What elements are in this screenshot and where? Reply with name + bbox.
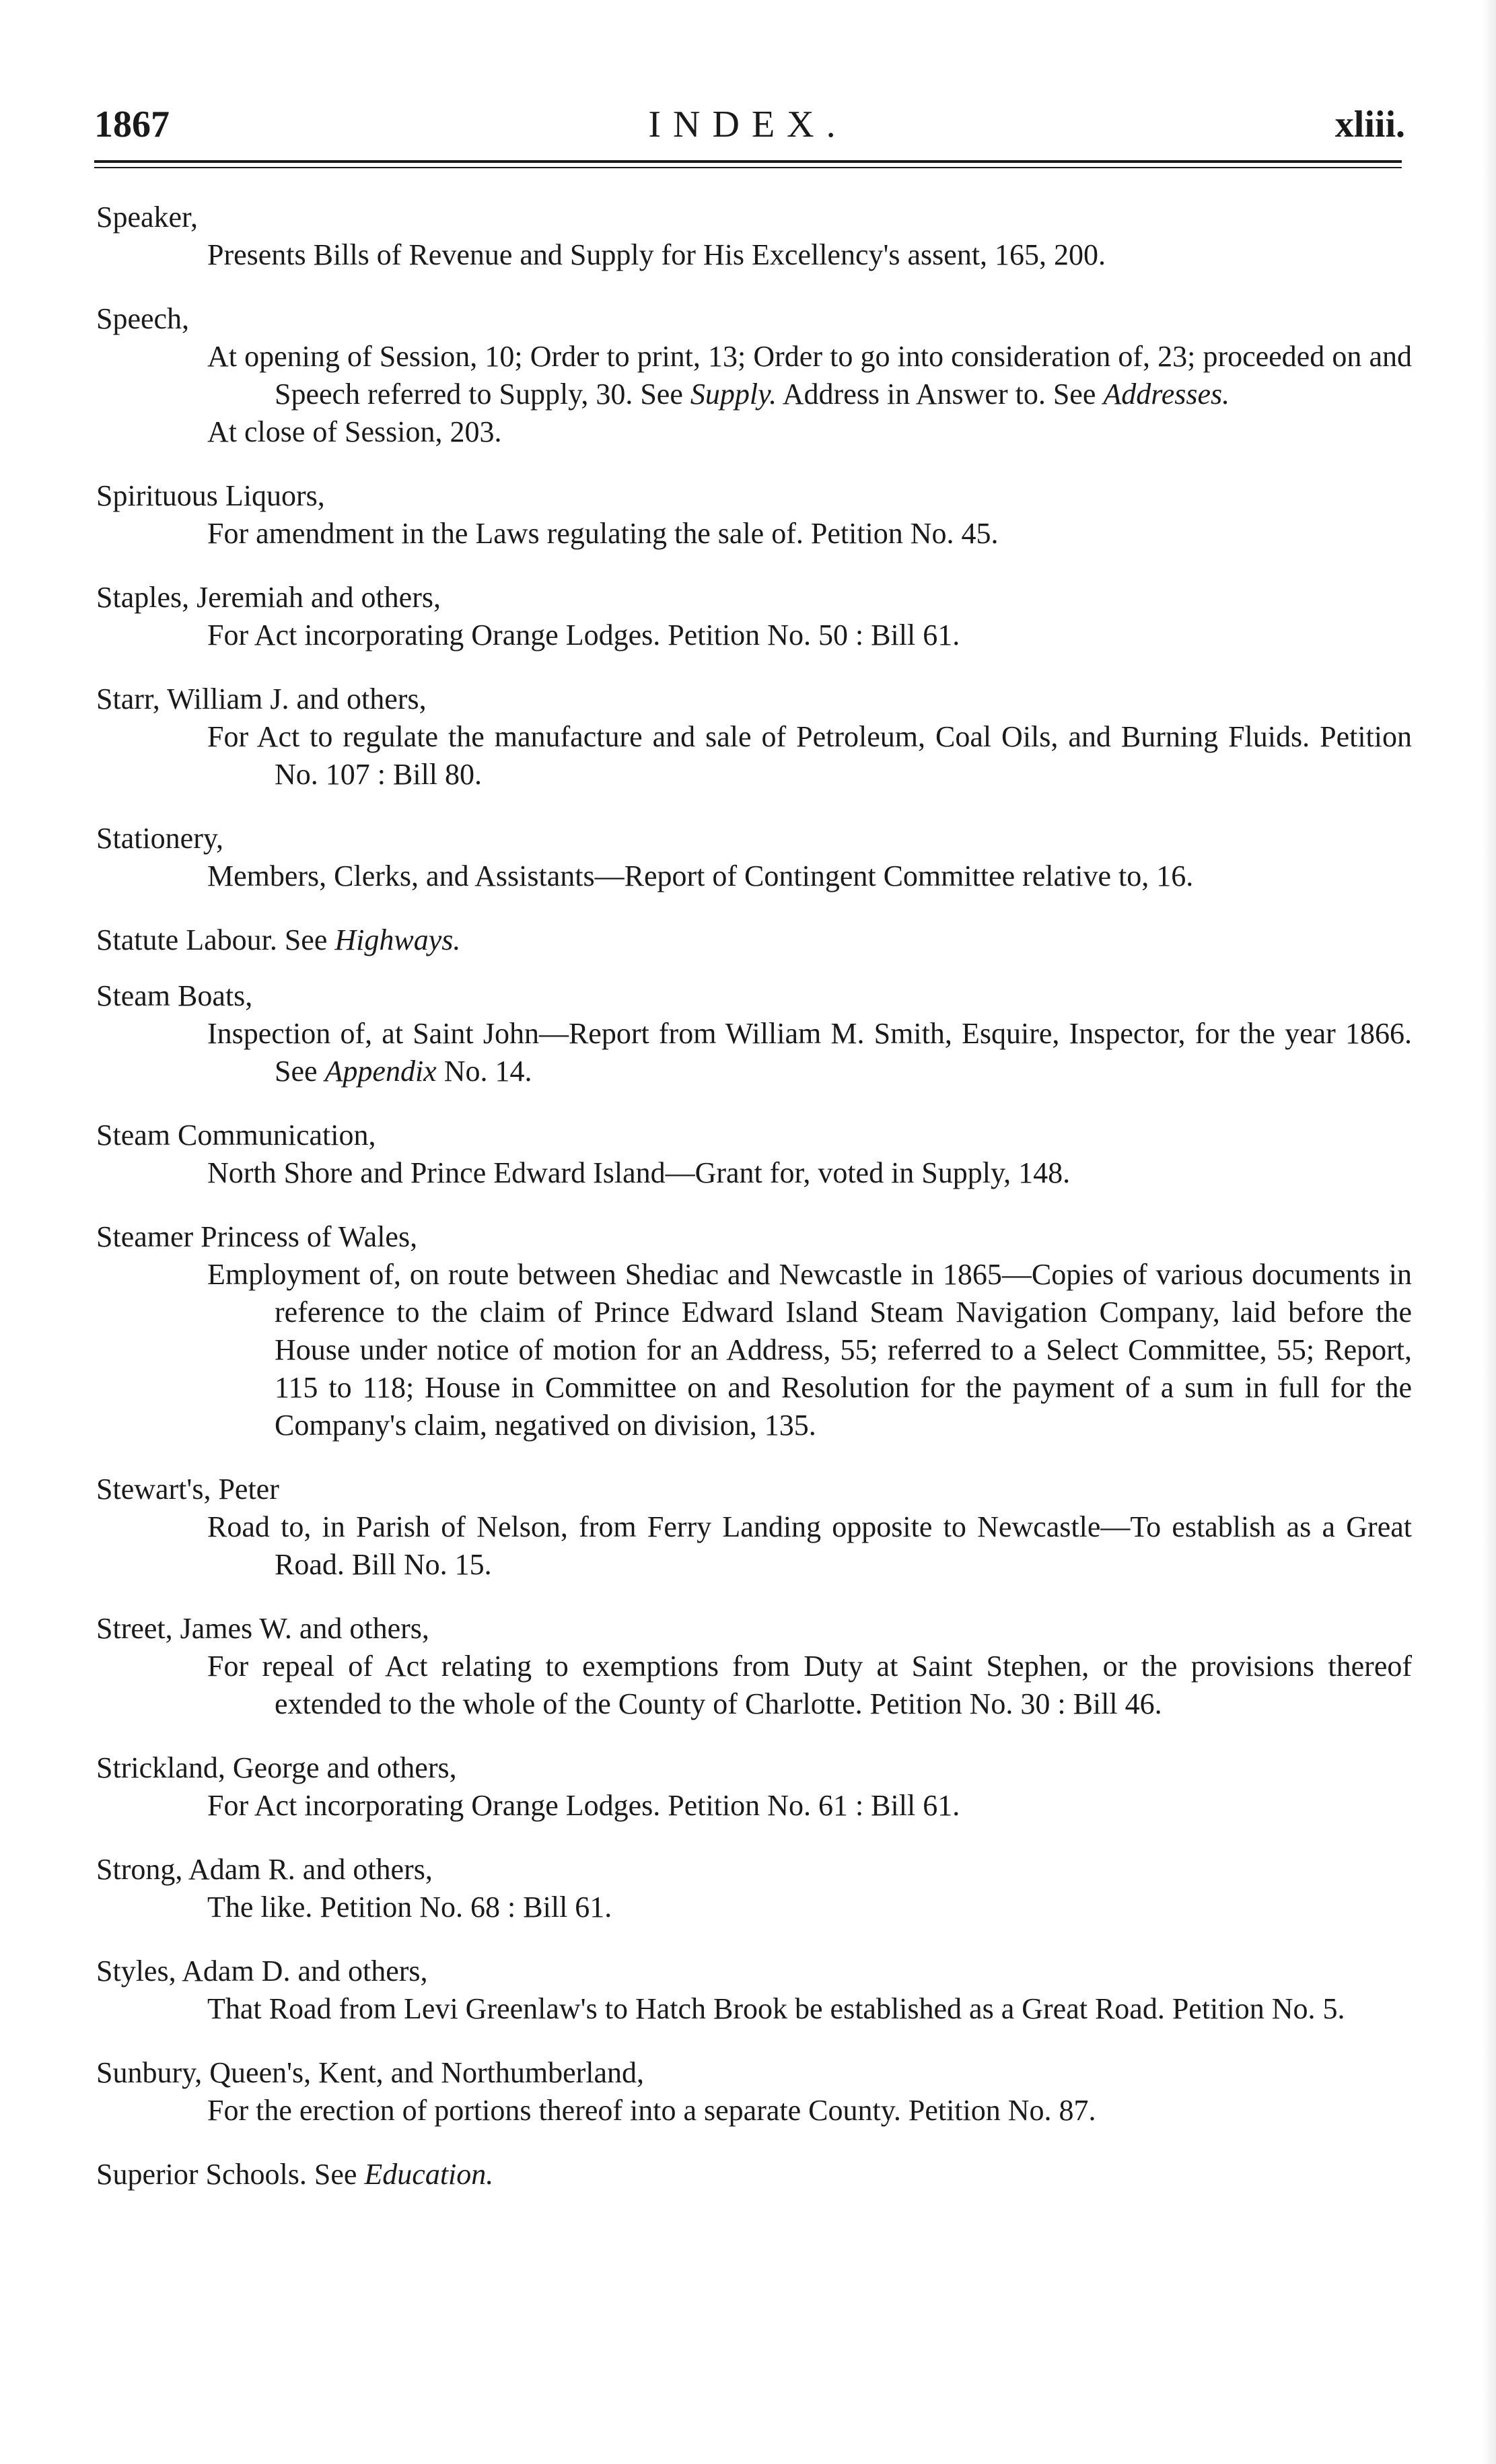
index-entry xyxy=(96,1851,1412,1926)
entry-text: That Road from Levi Greenlaw's to Hatch Brook be established as a Great Road. Petition No. 5. xyxy=(207,1992,1345,2025)
entry-subline xyxy=(96,1256,1412,1444)
cross-reference: Highways. xyxy=(334,923,461,956)
page-number: xliii. xyxy=(1334,104,1405,145)
entry-subline xyxy=(96,718,1412,794)
entry-heading xyxy=(96,921,1412,959)
entry-subline xyxy=(96,236,1412,274)
index-entry xyxy=(96,1117,1412,1192)
entry-text: Members, Clerks, and Assistants—Report of Contingent Committee relative to, 16. xyxy=(207,859,1194,892)
entry-heading xyxy=(96,2156,1412,2193)
entry-subline xyxy=(96,1154,1412,1192)
entry-heading: Spirituous Liquors, xyxy=(96,479,325,512)
entry-text: For repeal of Act relating to exemptions from Duty at Saint Stephen, or the provisions thereof extended to the whole of the County of Charlotte. Petition No. 30 : Bill 46. xyxy=(207,1650,1412,1720)
entry-subline xyxy=(96,515,1412,553)
header-year: 1867 xyxy=(94,104,170,145)
entry-text: Employment of, on route between Shediac and Newcastle in 1865—Copies of various documents in reference to the claim of Prince Edward Island Steam Navigation Company, laid before the House under notice of motion for an Address, 55; referred to a Select Committee, 55; Report, 115 to 118; House in Committee on and Resolution for the payment of a sum in full for the Company's claim, negatived on division, 135. xyxy=(207,1258,1412,1442)
entry-heading: Staples, Jeremiah and others, xyxy=(96,581,441,614)
header-rule-thick xyxy=(94,160,1402,163)
index-entry xyxy=(96,1749,1412,1825)
scan-edge-shadow xyxy=(1483,0,1496,2464)
entry-heading: Stationery, xyxy=(96,822,223,855)
cross-reference: Supply. xyxy=(690,378,777,411)
index-entry xyxy=(96,1471,1412,1584)
entry-subline xyxy=(96,857,1412,895)
index-entry xyxy=(96,199,1412,274)
entry-text: No. 14. xyxy=(436,1055,532,1088)
cross-reference: Addresses. xyxy=(1103,378,1230,411)
entry-heading: Strong, Adam R. and others, xyxy=(96,1853,433,1886)
index-entry xyxy=(96,579,1412,654)
entry-text: For Act incorporating Orange Lodges. Petition No. 61 : Bill 61. xyxy=(207,1789,960,1822)
entry-heading: Strickland, George and others, xyxy=(96,1751,457,1784)
index-entry xyxy=(96,477,1412,553)
index-entry xyxy=(96,921,1412,959)
entry-text: At opening of Session, 10; Order to print, 13; Order to go into consideration of, 23; proceeded on and Speech referred to Supply, 30. See xyxy=(207,340,1412,411)
entry-heading: Styles, Adam D. and others, xyxy=(96,1955,428,1987)
entry-text: Presents Bills of Revenue and Supply for His Excellency's assent, 165, 200. xyxy=(207,238,1106,271)
entry-heading: Steam Boats, xyxy=(96,979,253,1012)
entry-heading: Steam Communication, xyxy=(96,1119,376,1152)
entry-heading: Stewart's, Peter xyxy=(96,1473,279,1506)
entry-subline xyxy=(96,338,1412,413)
entry-subline xyxy=(96,1889,1412,1926)
cross-reference: Appendix xyxy=(324,1055,437,1088)
entry-heading: Street, James W. and others, xyxy=(96,1612,429,1645)
entry-subline xyxy=(96,617,1412,654)
index-entry xyxy=(96,1218,1412,1444)
index-entry xyxy=(96,2156,1412,2193)
entry-subline xyxy=(96,2092,1412,2129)
entry-heading: Steamer Princess of Wales, xyxy=(96,1220,418,1253)
entry-heading: Speaker, xyxy=(96,201,198,234)
entry-heading: Speech, xyxy=(96,302,190,335)
entry-text: For the erection of portions thereof into a separate County. Petition No. 87. xyxy=(207,2094,1096,2127)
entry-text: Superior Schools. See xyxy=(96,2158,365,2191)
entry-text: North Shore and Prince Edward Island—Grant for, voted in Supply, 148. xyxy=(207,1156,1071,1189)
entry-heading: Starr, William J. and others, xyxy=(96,682,427,715)
index-entry xyxy=(96,300,1412,451)
index-entry xyxy=(96,820,1412,895)
entry-subline xyxy=(96,1787,1412,1825)
index-entries xyxy=(96,199,1412,2212)
entry-text: For amendment in the Laws regulating the sale of. Petition No. 45. xyxy=(207,517,999,550)
entry-heading: Sunbury, Queen's, Kent, and Northumberland, xyxy=(96,2056,645,2089)
entry-text: Statute Labour. See xyxy=(96,923,335,956)
entry-subline xyxy=(96,1648,1412,1723)
header-rule-thin xyxy=(94,167,1402,168)
entry-text: The like. Petition No. 68 : Bill 61. xyxy=(207,1891,612,1924)
entry-text: Inspection of, at Saint John—Report from William M. Smith, Esquire, Inspector, for the year 1866. See xyxy=(207,1017,1412,1088)
index-entry xyxy=(96,1952,1412,2028)
entry-text: Address in Answer to. See xyxy=(777,378,1104,411)
entry-text: Road to, in Parish of Nelson, from Ferry Landing opposite to Newcastle—To establish as a Great Road. Bill No. 15. xyxy=(207,1510,1412,1581)
page-header xyxy=(91,98,1405,151)
entry-subline xyxy=(96,1508,1412,1584)
index-entry xyxy=(96,1610,1412,1723)
index-entry xyxy=(96,680,1412,794)
entry-text: For Act incorporating Orange Lodges. Petition No. 50 : Bill 61. xyxy=(207,619,960,652)
entry-text: At close of Session, 203. xyxy=(207,415,502,448)
page-title: INDEX. xyxy=(648,104,848,145)
entry-subline xyxy=(96,1015,1412,1090)
entry-subline xyxy=(96,1990,1412,2028)
entry-text: For Act to regulate the manufacture and sale of Petroleum, Coal Oils, and Burning Fluids. Petition No. 107 : Bill 80. xyxy=(207,720,1412,791)
index-entry xyxy=(96,977,1412,1090)
cross-reference: Education. xyxy=(364,2158,494,2191)
entry-subline xyxy=(96,413,1412,451)
index-entry xyxy=(96,2054,1412,2129)
